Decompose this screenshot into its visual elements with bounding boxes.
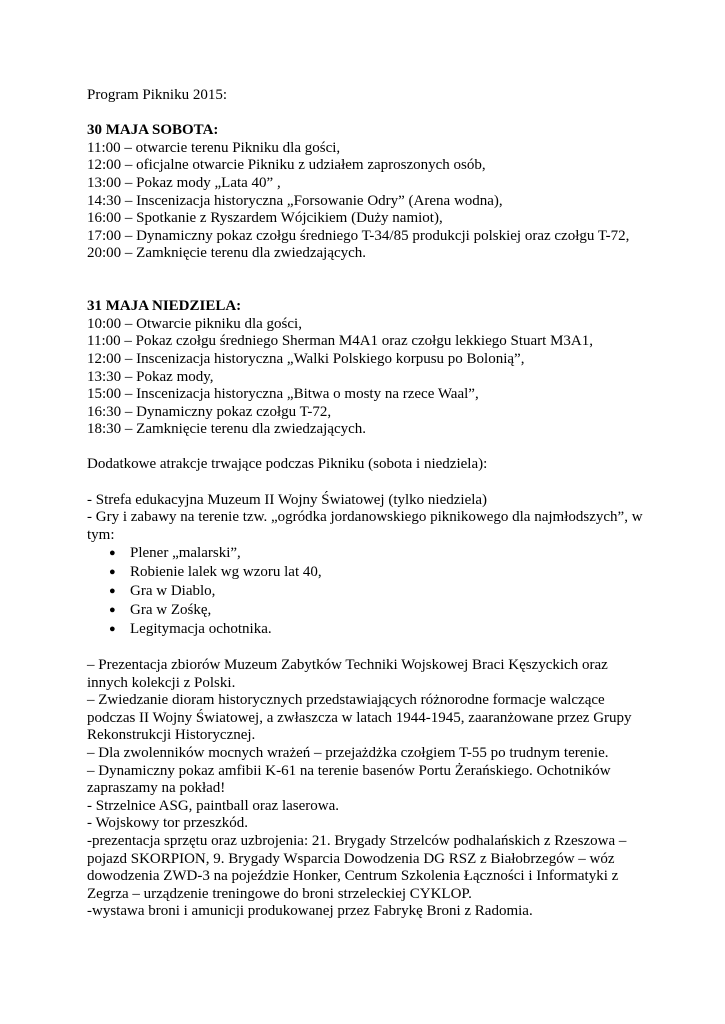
saturday-item: 12:00 – oficjalne otwarcie Pikniku z udziałem zaproszonych osób, [87, 157, 486, 174]
sunday-item: 11:00 – Pokaz czołgu średniego Sherman M4A1 oraz czołgu lekkiego Stuart M3A1, [87, 333, 594, 350]
document-title: Program Pikniku 2015: [87, 87, 228, 103]
bullet-text: Gra w Diablo, [130, 583, 216, 600]
bullet-text: Legitymacja ochotnika. [130, 621, 272, 638]
bullet-icon: ● [109, 604, 116, 617]
saturday-item: 17:00 – Dynamiczny pokaz czołgu średniego T-34/85 produkcji polskiej oraz czołgu T-72, [87, 227, 630, 244]
bullet-item [87, 582, 647, 601]
extras-line: podczas II Wojny Światowej, a zwłaszcza w latach 1944-1945, zaaranżowane przez Grupy [87, 709, 632, 726]
bullet-text: Plener „malarski”, [130, 545, 241, 562]
extras-line: -prezentacja sprzętu oraz uzbrojenia: 21. Brygady Strzelców podhalańskich z Rzeszowa – [87, 832, 627, 849]
sunday-item: 10:00 – Otwarcie pikniku dla gości, [87, 315, 302, 332]
extras-line: – Dla zwolenników mocnych wrażeń – przejażdżka czołgiem T-55 po trudnym terenie. [87, 745, 609, 761]
sunday-item: 16:30 – Dynamiczny pokaz czołgu T-72, [87, 403, 332, 420]
spacer [87, 474, 647, 492]
bullet-icon: ● [109, 566, 116, 579]
extras-line: dowodzenia ZWD-3 na pojeździe Honker, Centrum Szkolenia Łączności i Informatyki z [87, 868, 619, 885]
bullet-icon: ● [109, 623, 116, 636]
sunday-heading: 31 MAJA NIEDZIELA: [87, 298, 242, 315]
bullet-item [87, 544, 647, 563]
extras-line: – Dynamiczny pokaz amfibii K-61 na terenie basenów Portu Żerańskiego. Ochotników [87, 762, 611, 779]
extras-line: tym: [87, 526, 115, 543]
extras-line: -wystawa broni i amunicji produkowanej przez Fabrykę Broni z Radomia. [87, 903, 533, 920]
spacer [87, 263, 647, 298]
saturday-item: 14:30 – Inscenizacja historyczna „Forsowanie Odry” (Arena wodna), [87, 192, 503, 209]
games-bullet-list [87, 544, 647, 639]
sunday-item: 18:30 – Zamknięcie terenu dla zwiedzających. [87, 421, 367, 438]
sunday-item: 15:00 – Inscenizacja historyczna „Bitwa o mosty na rzece Waal”, [87, 386, 479, 403]
spacer [87, 439, 647, 457]
extras-line: - Strefa edukacyjna Muzeum II Wojny Światowej (tylko niedziela) [87, 491, 488, 508]
bullet-icon: ● [109, 585, 116, 598]
bullet-item [87, 601, 647, 620]
extras-line: Rekonstrukcji Historycznej. [87, 727, 256, 744]
extras-line: pojazd SKORPION, 9. Brygady Wsparcia Dowodzenia DG RSZ z Białobrzegów – wóz [87, 850, 615, 867]
extras-line: Zegrza – urządzenie treningowe do broni strzeleckiej CYKLOP. [87, 885, 472, 902]
saturday-heading: 30 MAJA SOBOTA: [87, 122, 219, 139]
extras-line: - Strzelnice ASG, paintball oraz laserowa. [87, 797, 339, 814]
spacer [87, 105, 647, 123]
saturday-item: 11:00 – otwarcie terenu Pikniku dla gości, [87, 139, 341, 156]
saturday-item: 13:00 – Pokaz mody „Lata 40” , [87, 174, 281, 191]
sunday-item: 13:30 – Pokaz mody, [87, 368, 214, 385]
extras-heading: Dodatkowe atrakcje trwające podczas Pikniku (sobota i niedziela): [87, 456, 488, 473]
bullet-text: Gra w Zośkę, [130, 602, 212, 619]
bullet-item [87, 563, 647, 582]
saturday-item: 20:00 – Zamknięcie terenu dla zwiedzających. [87, 245, 367, 262]
extras-line: innych kolekcji z Polski. [87, 674, 236, 691]
document-page [87, 87, 647, 921]
bullet-icon: ● [109, 547, 116, 560]
bullet-text: Robienie lalek wg wzoru lat 40, [130, 564, 322, 581]
extras-line: – Prezentacja zbiorów Muzeum Zabytków Techniki Wojskowej Braci Kęszyckich oraz [87, 657, 608, 674]
extras-line: – Zwiedzanie dioram historycznych przedstawiających różnorodne formacje walczące [87, 692, 605, 709]
extras-line: - Gry i zabawy na terenie tzw. „ogródka jordanowskiego piknikowego dla najmłodszych”, w [87, 509, 643, 526]
bullet-item [87, 620, 647, 639]
spacer [87, 639, 647, 657]
sunday-item: 12:00 – Inscenizacja historyczna „Walki Polskiego korpusu po Bolonią”, [87, 350, 525, 367]
extras-line: - Wojskowy tor przeszkód. [87, 815, 248, 832]
extras-line: zapraszamy na pokład! [87, 780, 226, 797]
saturday-item: 16:00 – Spotkanie z Ryszardem Wójcikiem (Duży namiot), [87, 210, 443, 227]
